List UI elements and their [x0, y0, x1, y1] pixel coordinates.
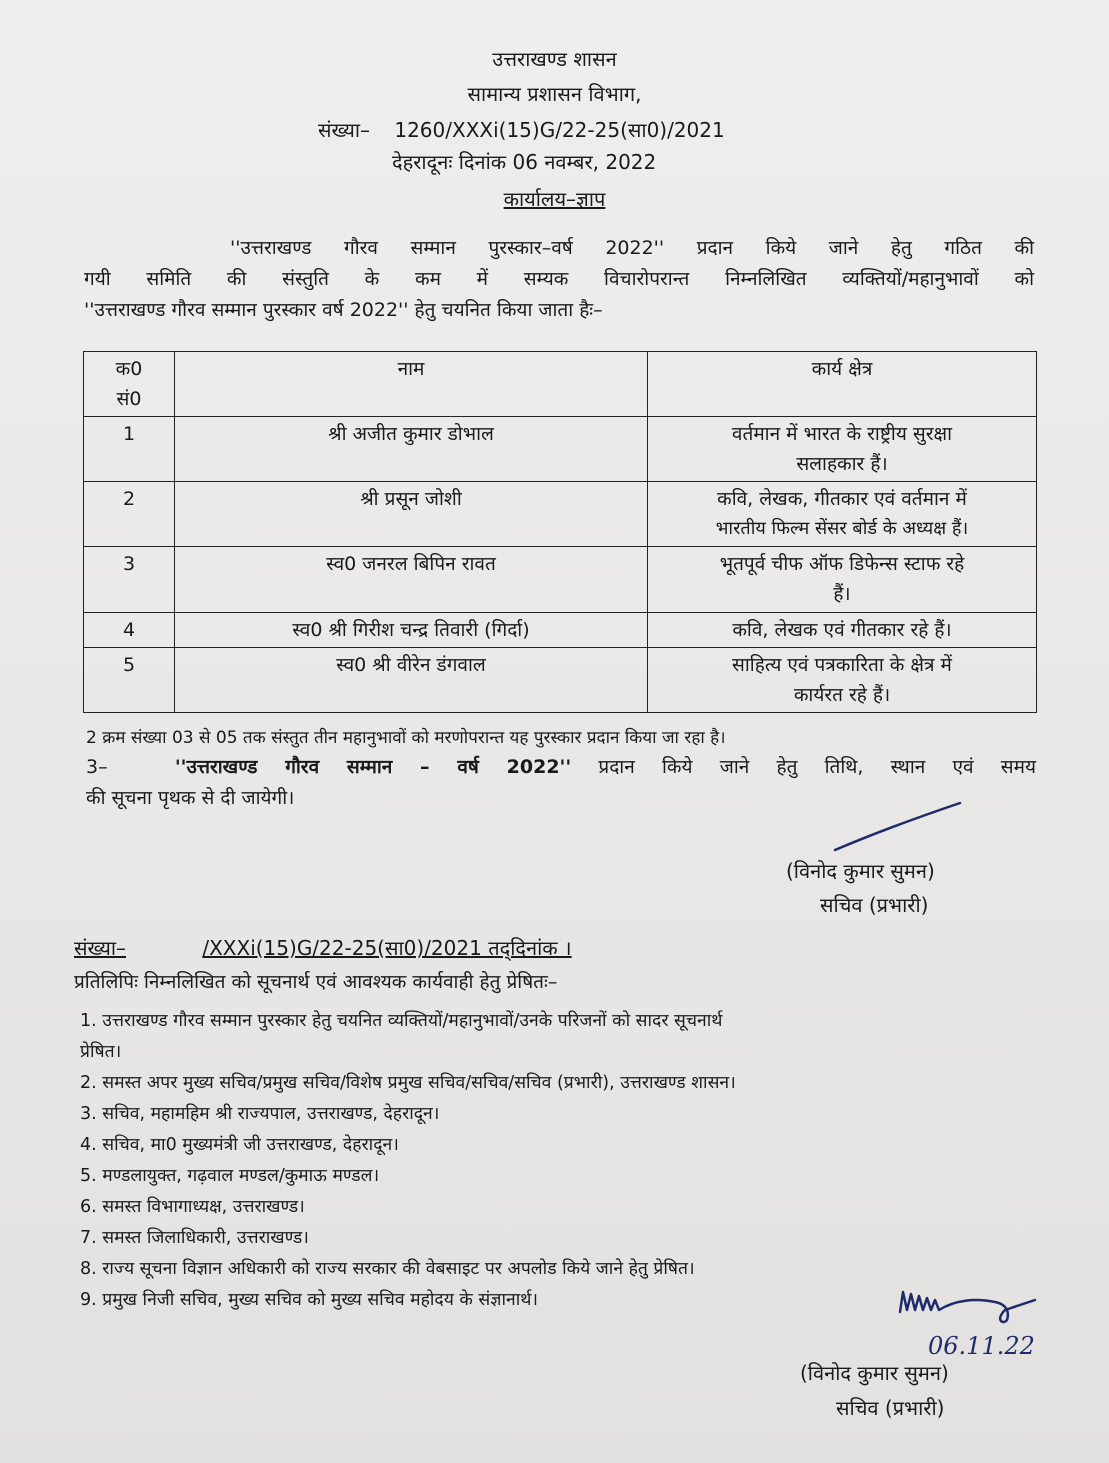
row-name: श्री प्रसून जोशी	[175, 482, 648, 547]
signature-stroke-icon	[830, 795, 970, 855]
distribution-list	[80, 1006, 1060, 1316]
row-sno: 5	[84, 648, 175, 713]
row-name: श्री अजीत कुमार डोभाल	[175, 417, 648, 482]
list-item: 6. समस्त विभागाध्यक्ष, उत्तराखण्ड।	[80, 1197, 305, 1217]
note-3-text: प्रदान किये जाने हेतु तिथि, स्थान एवं समय	[598, 756, 1036, 778]
row-name: स्व0 श्री गिरीश चन्द्र तिवारी (गिर्दा)	[175, 613, 648, 648]
date-line: देहरादूनः दिनांक 06 नवम्बर, 2022	[392, 150, 657, 174]
awardees-table	[83, 351, 1037, 713]
row-field	[648, 648, 1037, 713]
list-item: 9. प्रमुख निजी सचिव, मुख्य सचिव को मुख्य सचिव महोदय के संज्ञानार्थ।	[80, 1290, 539, 1310]
row-field-line-1: भूतपूर्व चीफ ऑफ डिफेन्स स्टाफ रहे	[719, 553, 965, 575]
handwritten-date: 06.11.22	[928, 1332, 1035, 1360]
row-field-line-2: सलाहकार हैं।	[796, 453, 888, 475]
row-field: कवि, लेखक एवं गीतकार रहे हैं।	[648, 613, 1037, 648]
signatory-name: (विनोद कुमार सुमन)	[786, 859, 935, 883]
row-sno: 1	[84, 417, 175, 482]
table-row	[84, 613, 1037, 648]
name-header: नाम	[175, 352, 648, 417]
intro-line-1: ''उत्तराखण्ड गौरव सम्मान पुरस्कार–वर्ष 2022'' प्रदान किये जाने हेतु गठित की	[230, 237, 1034, 259]
note-2: 2 क्रम संख्या 03 से 05 तक संस्तुत तीन महानुभावों को मरणोपरान्त यह पुरस्कार प्रदान किया जा रहा है।	[86, 728, 726, 748]
row-field	[648, 482, 1037, 547]
sno-header-line-2: सं0	[116, 388, 142, 410]
intro-line-2: गयी समिति की संस्तुति के कम में सम्यक विचारोपरान्त निम्नलिखित व्यक्तियों/महानुभावों को	[84, 268, 1034, 290]
table-row	[84, 417, 1037, 482]
copy-number-label: संख्या–	[74, 936, 126, 960]
list-item: प्रेषित।	[80, 1042, 122, 1062]
copy-heading: प्रतिलिपिः निम्नलिखित को सूचनार्थ एवं आवश्यक कार्यवाही हेतु प्रेषितः–	[74, 971, 558, 993]
note-3-number: 3–	[86, 756, 108, 778]
intro-paragraph	[84, 233, 1034, 326]
copy-number-value: /XXXi(15)G/22-25(सा0)/2021 तद्‌दिनांक ।	[202, 936, 572, 960]
row-name: स्व0 जनरल बिपिन रावत	[175, 547, 648, 613]
list-item: 3. सचिव, महामहिम श्री राज्यपाल, उत्तराखण्ड, देहरादून।	[80, 1104, 440, 1124]
row-field	[648, 417, 1037, 482]
row-field-line-1: साहित्य एवं पत्रकारिता के क्षेत्र में	[732, 654, 952, 676]
note-3-line-2: की सूचना पृथक से दी जायेगी।	[86, 787, 295, 809]
row-field	[648, 547, 1037, 613]
note-3-line-1	[86, 752, 1036, 783]
intro-line-3: ''उत्तराखण्ड गौरव सम्मान पुरस्कार वर्ष 2022'' हेतु चयनित किया जाता हैः–	[84, 299, 603, 321]
number-label: संख्या–	[318, 118, 370, 142]
signatory-name-2: (विनोद कुमार सुमन)	[800, 1361, 949, 1385]
memo-title: कार्यालय–ज्ञाप	[503, 187, 606, 211]
row-sno: 2	[84, 482, 175, 547]
department-name: सामान्य प्रशासन विभाग,	[467, 82, 642, 106]
row-field-line-1: वर्तमान में भारत के राष्ट्रीय सुरक्षा	[731, 423, 953, 445]
table-row	[84, 482, 1037, 547]
list-item: 5. मण्डलायुक्त, गढ़वाल मण्डल/कुमाऊ मण्डल।	[80, 1166, 380, 1186]
list-item: 2. समस्त अपर मुख्य सचिव/प्रमुख सचिव/विशेष प्रमुख सचिव/सचिव/सचिव (प्रभारी), उत्तराखण्ड शासन।	[80, 1073, 736, 1093]
row-sno: 4	[84, 613, 175, 648]
copy-reference	[74, 934, 572, 961]
row-sno: 3	[84, 547, 175, 613]
signatory-designation: सचिव (प्रभारी)	[820, 893, 929, 917]
row-field-line-1: कवि, लेखक, गीतकार एवं वर्तमान में	[717, 488, 967, 510]
list-item: 7. समस्त जिलाधिकारी, उत्तराखण्ड।	[80, 1228, 309, 1248]
table-header-row	[84, 352, 1037, 417]
row-name: स्व0 श्री वीरेन डंगवाल	[175, 648, 648, 713]
sno-header-line-1: क0	[115, 358, 143, 380]
table-row	[84, 648, 1037, 713]
row-field-line-2: हैं।	[833, 583, 851, 605]
row-field-line-2: कार्यरत रहे हैं।	[793, 684, 891, 706]
signatory-designation-2: सचिव (प्रभारी)	[836, 1396, 945, 1420]
list-item: 4. सचिव, मा0 मुख्यमंत्री जी उत्तराखण्ड, देहरादून।	[80, 1135, 399, 1155]
number-value: 1260/XXXi(15)G/22-25(सा0)/2021	[394, 118, 725, 142]
govt-name: उत्तराखण्ड शासन	[492, 47, 617, 71]
field-header: कार्य क्षेत्र	[648, 352, 1037, 417]
table-row	[84, 547, 1037, 613]
sno-header	[84, 352, 175, 417]
list-item: 1. उत्तराखण्ड गौरव सम्मान पुरस्कार हेतु चयनित व्यक्तियों/महानुभावों/उनके परिजनों को सादर सूचनार्थ	[80, 1011, 723, 1031]
row-field-line-2: भारतीय फिल्म सेंसर बोर्ड के अध्यक्ष हैं।	[715, 518, 969, 539]
list-item: 8. राज्य सूचना विज्ञान अधिकारी को राज्य सरकार की वेबसाइट पर अपलोड किये जाने हेतु प्रेषित।	[80, 1259, 695, 1279]
reference-number	[318, 116, 725, 143]
note-3-award-name: ''उत्तराखण्ड गौरव सम्मान – वर्ष 2022''	[174, 756, 572, 778]
handwritten-signature-icon	[895, 1280, 1045, 1330]
